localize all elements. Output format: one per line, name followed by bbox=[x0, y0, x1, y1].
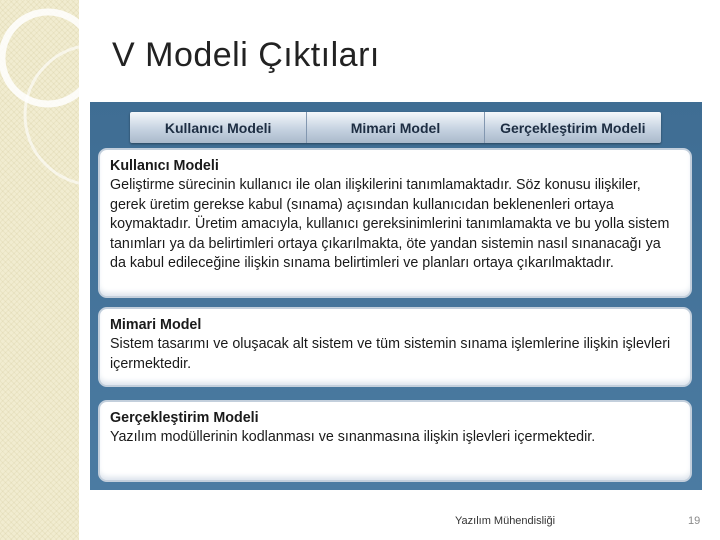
card-kullanici-modeli bbox=[98, 148, 692, 298]
card-mimari-model bbox=[98, 307, 692, 387]
card-gerceklestirim-modeli bbox=[98, 400, 692, 482]
card-body: Geliştirme sürecinin kullanıcı ile olan ilişkilerini tanımlamaktadır. Söz konusu ilişkiler, gerek üretim gerekse kabul (sınama) açısından kullanıcıdan beklenenleri ortaya koymaktadır. Üretim amacıyla, kullanıcı gereksinimlerini tanımlamakta ve bu yolla sistem tanımları ya da belirtimleri ortaya çıkarılmakta, öte yandan sistemin nasıl sınanacağı ya da kabul edileceğine ilişkin sınama belirtimleri ve planları ortaya çıkarılmaktadır. bbox=[110, 177, 670, 271]
slide-title: V Modeli Çıktıları bbox=[112, 36, 380, 74]
card-body: Sistem tasarımı ve oluşacak alt sistem ve tüm sistemin sınama işlemlerine ilişkin işlevleri içermektedir. bbox=[110, 336, 671, 372]
card-heading: Mimari Model bbox=[110, 317, 202, 333]
v-model-outputs-panel bbox=[90, 102, 702, 490]
footer-course-name: Yazılım Mühendisliği bbox=[455, 515, 556, 527]
model-tab-bar bbox=[130, 112, 661, 143]
card-heading: Kullanıcı Modeli bbox=[110, 158, 219, 174]
card-body: Yazılım modüllerinin kodlanması ve sınanmasına ilişkin işlevleri içermektedir. bbox=[110, 429, 596, 445]
tab-kullanici-modeli[interactable]: Kullanıcı Modeli bbox=[130, 112, 307, 143]
page-number: 19 bbox=[688, 515, 701, 527]
tab-gerceklestirim-modeli[interactable]: Gerçekleştirim Modeli bbox=[485, 112, 661, 143]
card-heading: Gerçekleştirim Modeli bbox=[110, 410, 259, 426]
tab-mimari-model[interactable]: Mimari Model bbox=[307, 112, 484, 143]
